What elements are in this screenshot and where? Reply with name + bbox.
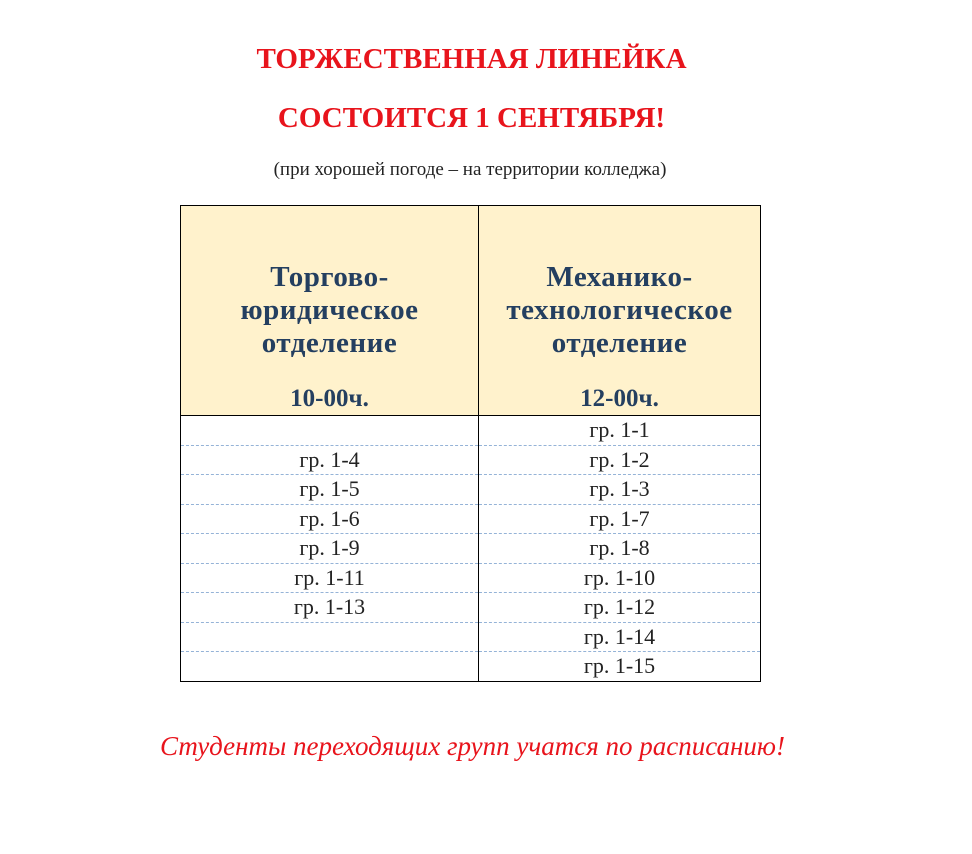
table-row bbox=[181, 504, 761, 534]
table-row bbox=[181, 475, 761, 505]
footer-note: Студенты переходящих групп учатся по расписанию! bbox=[160, 731, 785, 761]
title-line-1: ТОРЖЕСТВЕННАЯ ЛИНЕЙКА bbox=[256, 43, 687, 75]
schedule-table bbox=[180, 205, 761, 682]
group-cell: гр. 1-5 bbox=[181, 475, 479, 505]
group-cell: гр. 1-12 bbox=[479, 593, 761, 623]
dept-time: 10-00ч. bbox=[290, 385, 369, 412]
group-cell bbox=[181, 622, 479, 652]
table-row bbox=[181, 445, 761, 475]
dept-name-line: отделение bbox=[261, 327, 398, 359]
table-row bbox=[181, 563, 761, 593]
dept-name-line: Механико- bbox=[546, 261, 693, 293]
dept-name-line: технологическое bbox=[506, 294, 733, 326]
dept-name-line: юридическое bbox=[240, 294, 419, 326]
group-cell: гр. 1-3 bbox=[479, 475, 761, 505]
table-row bbox=[181, 593, 761, 623]
subtitle: (при хорошей погоде – на территории колледжа) bbox=[273, 159, 667, 180]
dept-header-mech-tech bbox=[479, 206, 761, 416]
table-row bbox=[181, 416, 761, 446]
dept-name-line: Торгово- bbox=[270, 261, 389, 293]
group-cell: гр. 1-11 bbox=[181, 563, 479, 593]
header-row bbox=[181, 206, 761, 416]
table-row bbox=[181, 652, 761, 682]
group-cell: гр. 1-4 bbox=[181, 445, 479, 475]
group-cell: гр. 1-7 bbox=[479, 504, 761, 534]
group-cell bbox=[181, 416, 479, 446]
title-line-2: СОСТОИТСЯ 1 СЕНТЯБРЯ! bbox=[277, 102, 666, 134]
dept-time: 12-00ч. bbox=[580, 385, 659, 412]
group-cell: гр. 1-14 bbox=[479, 622, 761, 652]
group-cell: гр. 1-13 bbox=[181, 593, 479, 623]
group-cell bbox=[181, 652, 479, 682]
group-cell: гр. 1-1 bbox=[479, 416, 761, 446]
group-cell: гр. 1-8 bbox=[479, 534, 761, 564]
dept-name-line: отделение bbox=[551, 327, 688, 359]
table-row bbox=[181, 622, 761, 652]
group-cell: гр. 1-6 bbox=[181, 504, 479, 534]
dept-name bbox=[479, 261, 760, 360]
table-row bbox=[181, 534, 761, 564]
group-cell: гр. 1-15 bbox=[479, 652, 761, 682]
group-cell: гр. 1-9 bbox=[181, 534, 479, 564]
group-cell: гр. 1-2 bbox=[479, 445, 761, 475]
dept-header-trade-legal bbox=[181, 206, 479, 416]
dept-name bbox=[181, 261, 478, 360]
group-cell: гр. 1-10 bbox=[479, 563, 761, 593]
